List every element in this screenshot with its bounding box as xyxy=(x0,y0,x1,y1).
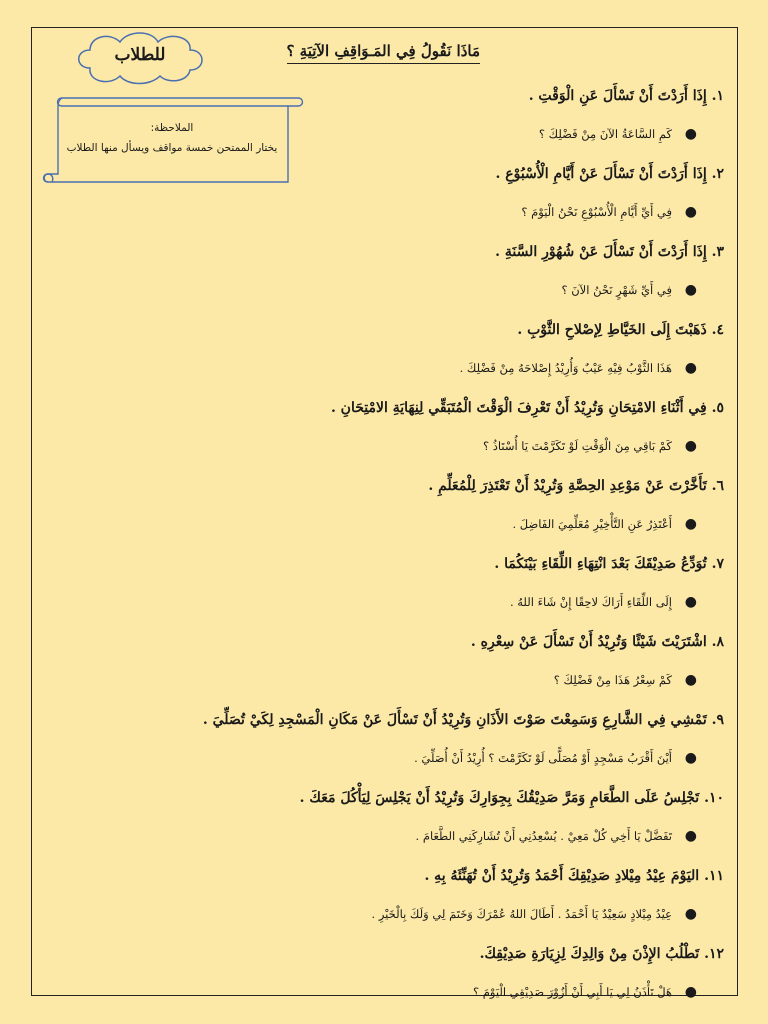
bullet-icon: ● xyxy=(684,594,697,610)
situation-answer xyxy=(34,434,724,472)
bullet-icon: ● xyxy=(684,750,697,766)
situation-question: ٦. تَأَخَّرْتَ عَنْ مَوْعِدِ الحِصَّةِ وَتُرِيْدُ أَنْ تَعْتَذِرَ لِلْمُعَلِّمِ . xyxy=(428,478,724,494)
list-item xyxy=(34,472,724,550)
answer-text: أَيْنَ أَقْرَبُ مَسْجِدٍ أَوْ مُصَلًّى لَوْ تَكَرَّمْتَ ؟ أُرِيْدُ أَنْ أُصَلِّيَ . xyxy=(414,751,672,765)
bullet-icon: ● xyxy=(684,672,697,688)
bullet-icon: ● xyxy=(684,204,697,220)
situation-answer xyxy=(34,356,724,394)
situation-answer xyxy=(34,200,724,238)
situation-question: ٣. إِذَا أَرَدْتَ أَنْ تَسْأَلَ عَنْ شُهُوْرِ السَّنَةِ . xyxy=(495,244,724,260)
list-item xyxy=(34,550,724,628)
list-item xyxy=(34,706,724,784)
bullet-icon: ● xyxy=(684,360,697,376)
situation-answer xyxy=(34,668,724,706)
list-item xyxy=(34,862,724,940)
situation-answer xyxy=(34,590,724,628)
situation-answer xyxy=(34,746,724,784)
list-item xyxy=(34,628,724,706)
answer-text: فِي أَيِّ شَهْرٍ نَحْنُ الآنَ ؟ xyxy=(561,283,672,297)
bullet-icon: ● xyxy=(684,984,697,1000)
answer-text: عِيْدُ مِيْلادٍ سَعِيْدٌ يَا أَحْمَدُ . أَطَالَ اللهُ عُمْرَكَ وَخَتَمَ لِي وَلَكَ بِالْخَيْرِ . xyxy=(371,907,672,921)
situation-question: ١١. اليَوْمَ عِيْدُ مِيْلادِ صَدِيْقِكَ أَحْمَدُ وَتُرِيْدُ أَنْ تُهَنِّئَهُ بِهِ . xyxy=(424,868,724,884)
answer-text: كَمْ سِعْرُ هَذَا مِنْ فَضْلِكَ ؟ xyxy=(553,673,672,687)
bullet-icon: ● xyxy=(684,516,697,532)
situation-question: ٢. إِذَا أَرَدْتَ أَنْ تَسْأَلَ عَنْ أَيَّامِ الْأُسْبُوْعِ . xyxy=(495,166,724,182)
list-item xyxy=(34,394,724,472)
answer-text: كَمِ السَّاعَةُ الآنَ مِنْ فَضْلِكَ ؟ xyxy=(538,127,672,141)
situation-answer xyxy=(34,278,724,316)
page-title: مَاذَا نَقُولُ فِي المَـوَاقِفِ الآتِيَةِ ؟ xyxy=(287,42,481,64)
situation-question: ١٢. تَطْلُبُ الإِذْنَ مِنْ وَالِدِكَ لِزِيَارَةِ صَدِيْقِكَ. xyxy=(479,946,724,962)
list-item xyxy=(34,82,724,160)
list-item xyxy=(34,238,724,316)
note-text: يختار الممتحن خمسة مواقف ويسأل منها الطلاب xyxy=(66,142,278,154)
list-item xyxy=(34,940,724,1018)
situation-answer xyxy=(34,980,724,1018)
situation-question: ٥. فِي أَثْنَاءِ الامْتِحَانِ وَتُرِيْدُ أَنْ تَعْرِفَ الْوَقْتَ الْمُتَبَقِّي لِنِهَايَةِ الامْتِحَانِ . xyxy=(330,400,724,416)
situation-question: ٤. ذَهَبْتَ إِلَى الخَيَّاطِ لِإصْلاحِ الثَّوْبِ . xyxy=(517,322,724,338)
situation-question: ١٠. تَجْلِسُ عَلَى الطَّعَامِ وَمَرَّ صَدِيْقُكَ بِجِوَارِكَ وَتُرِيْدُ أَنْ يَجْلِسَ لِيَأْكُلَ مَعَكَ . xyxy=(299,790,724,806)
answer-text: أَعْتَذِرُ عَنِ التَّأْخِيْرِ مُعَلِّمِيَ الفَاضِلَ . xyxy=(512,517,672,531)
list-item xyxy=(34,160,724,238)
students-badge: للطلاب xyxy=(114,45,166,65)
situations-list xyxy=(34,82,724,1018)
answer-text: كَمْ بَاقِي مِنَ الْوَقْتِ لَوْ تَكَرَّمْتَ يَا أُسْتَاذُ ؟ xyxy=(482,439,672,453)
bullet-icon: ● xyxy=(684,282,697,298)
list-item xyxy=(34,316,724,394)
answer-text: إِلَى اللِّقَاءِ أَرَاكَ لاحِقًا إِنْ شَاءَ اللهُ . xyxy=(509,595,672,609)
situation-answer xyxy=(34,122,724,160)
bullet-icon: ● xyxy=(684,438,697,454)
bullet-icon: ● xyxy=(684,906,697,922)
situation-question: ٨. اشْتَرَيْتَ شَيْئًا وَتُرِيْدُ أَنْ تَسْأَلَ عَنْ سِعْرِهِ . xyxy=(470,634,724,650)
situation-answer xyxy=(34,902,724,940)
answer-text: هَلْ تَأْذَنُ لِي يَا أَبِي أَنْ أَزُوْرَ صَدِيْقِي الْيَوْمَ ؟ xyxy=(473,985,672,999)
note-heading: الملاحظة: xyxy=(150,122,194,134)
answer-text: هَذَا الثَّوْبُ فِيْهِ عَيْبٌ وَأُرِيْدُ إِصْلاحَهُ مِنْ فَضْلِكَ . xyxy=(459,361,672,375)
answer-text: فِي أَيِّ أَيَّامِ الْأُسْبُوْعِ نَحْنُ الْيَوْمَ ؟ xyxy=(521,205,672,219)
bullet-icon: ● xyxy=(684,828,697,844)
situation-answer xyxy=(34,512,724,550)
bullet-icon: ● xyxy=(684,126,697,142)
answer-text: تَفَضَّلْ يَا أَخِي كُلْ مَعِيْ . يُسْعِدُنِي أَنْ تُشَارِكَنِي الطَّعَامَ . xyxy=(415,829,672,843)
situation-question: ٧. تُوَدِّعُ صَدِيْقَكَ بَعْدَ انْتِهَاءِ اللِّقَاءِ بَيْنَكُمَا . xyxy=(494,556,724,572)
situation-answer xyxy=(34,824,724,862)
list-item xyxy=(34,784,724,862)
situation-question: ١. إِذَا أَرَدْتَ أَنْ تَسْأَلَ عَنِ الْوَقْتِ . xyxy=(528,88,724,104)
situation-question: ٩. تَمْشِي فِي الشَّارِعِ وَسَمِعْتَ صَوْتَ الأَذَانِ وَتُرِيْدُ أَنْ تَسْأَلَ عَنْ مَكَانِ الْمَسْجِدِ لِكَيْ تُصَلِّيَ . xyxy=(202,712,724,728)
